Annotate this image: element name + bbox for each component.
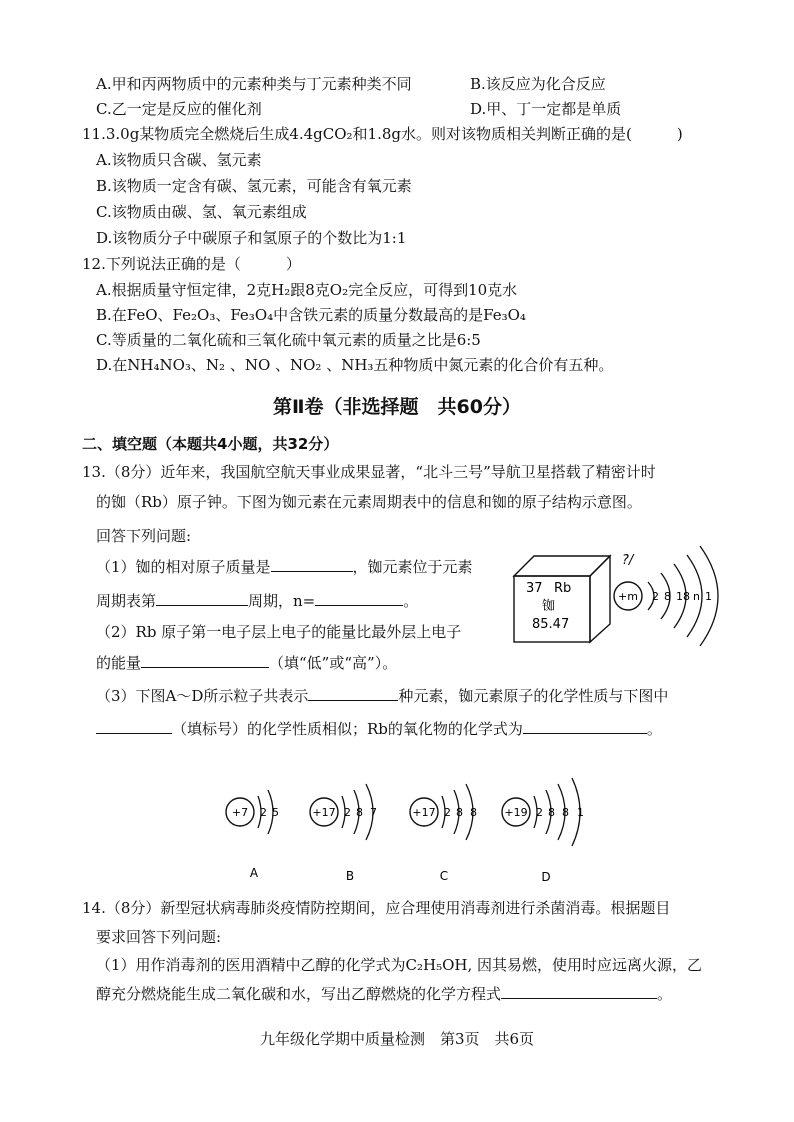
rb-shell-1: 2 xyxy=(652,590,659,603)
q11-option-d: D.该物质分子中碳原子和氢原子的个数比为1:1 xyxy=(96,229,407,247)
particle-c-shell-3: 8 xyxy=(470,806,477,819)
q13-part3-line1: （3）下图A～D所示粒子共表示 种元素，铷元素原子的化学性质与下图中 xyxy=(96,687,669,705)
answer-blank-energy[interactable] xyxy=(141,652,269,668)
particle-d-label: D xyxy=(541,870,551,884)
q14-line3: （1）用作消毒剂的医用酒精中乙醇的化学式为C₂H₅OH, 因其易燃，使用时应远离火源，乙 xyxy=(96,956,703,974)
section-title: 第Ⅱ卷（非选择题 共60分） xyxy=(273,396,521,418)
rb-nucleus: +m xyxy=(618,590,638,603)
q13-part2-line1: （2）Rb 原子第一电子层上电子的能量比最外层上电子 xyxy=(96,623,462,641)
particle-b-nucleus: +17 xyxy=(312,806,336,819)
q12-option-d: D.在NH₄NO₃、N₂ 、NO 、NO₂ 、NH₃五种物质中氮元素的化合价有五种。 xyxy=(96,356,614,374)
particle-c-shell-2: 8 xyxy=(456,806,463,819)
q13-line1: 13.（8分）近年来，我国航空航天事业成果显著，“北斗三号”导航卫星搭载了精密计时 xyxy=(82,463,656,481)
particle-a-shell-2: 5 xyxy=(272,806,279,819)
particle-d-shell-4: 1 xyxy=(577,806,584,819)
particle-diagrams xyxy=(210,760,610,890)
element-number: 37 xyxy=(526,581,543,596)
q10-option-a: A.甲和丙两物质中的元素种类与丁元素种类不同 xyxy=(96,75,412,93)
q13-part1-line1: （1）铷的相对原子质量是 ，铷元素位于元素 xyxy=(96,558,473,576)
q13-part2-line2: 的能量 （填“低”或“高”）。 xyxy=(96,654,398,672)
q10-option-b: B.该反应为化合反应 xyxy=(470,75,606,93)
q10-option-c: C.乙一定是反应的催化剂 xyxy=(96,100,262,118)
answer-blank-oxide[interactable] xyxy=(523,718,647,734)
particle-d-shell-3: 8 xyxy=(562,806,569,819)
particle-b-shell-1: 2 xyxy=(344,806,351,819)
answer-blank-equation[interactable] xyxy=(501,983,657,999)
q10-option-d: D.甲、丁一定都是单质 xyxy=(470,100,622,118)
particle-a-label: A xyxy=(249,866,259,880)
q12-option-b: B.在FeO、Fe₂O₃、Fe₃O₄中含铁元素的质量分数最高的是Fe₃O₄ xyxy=(96,306,526,324)
particle-c xyxy=(410,784,477,883)
particle-c-label: C xyxy=(439,869,449,883)
particle-c-nucleus: +17 xyxy=(412,806,436,819)
q13-line2: 的铷（Rb）原子钟。下图为铷元素在元素周期表中的信息和铷的原子结构示意图。 xyxy=(96,493,642,511)
q14-line4: 醇充分燃烧能生成二氧化碳和水，写出乙醇燃烧的化学方程式 。 xyxy=(96,985,673,1003)
rb-shell-3: 18 xyxy=(676,590,690,603)
particle-d-shell-1: 2 xyxy=(536,806,543,819)
element-name: 铷 xyxy=(542,599,556,614)
q12-option-c: C.等质量的二氧化硫和三氧化硫中氧元素的质量之比是6:5 xyxy=(96,331,481,349)
q12-option-a: A.根据质量守恒定律，2克H₂跟8克O₂完全反应，可得到10克水 xyxy=(96,281,518,299)
page-footer: 九年级化学期中质量检测 第3页 共6页 xyxy=(259,1030,535,1048)
particle-b-label: B xyxy=(345,869,355,883)
rb-shell-2: 8 xyxy=(664,590,671,603)
rb-shell-4: n xyxy=(693,590,700,603)
element-symbol: Rb xyxy=(554,581,572,596)
q12-stem: 12.下列说法正确的是（ ） xyxy=(82,255,301,273)
q13-line3: 回答下列问题: xyxy=(96,527,192,545)
q13-part3-line2: （填标号）的化学性质相似；Rb的氧化物的化学式为 。 xyxy=(96,718,662,739)
particle-d-shell-2: 8 xyxy=(548,806,555,819)
particle-b xyxy=(310,784,377,883)
particle-b-shell-2: 8 xyxy=(356,806,363,819)
particle-d xyxy=(502,778,584,884)
q13-part1-line2: 周期表第 周期，n= 。 xyxy=(96,592,419,610)
particle-a-nucleus: +7 xyxy=(231,806,249,819)
q11-stem: 11.3.0g某物质完全燃烧后生成4.4gCO₂和1.8g水。则对该物质相关判断正确的是( ) xyxy=(82,125,683,143)
answer-blank-element-count[interactable] xyxy=(308,685,398,701)
q14-line1: 14.（8分）新型冠状病毒肺炎疫情防控期间，应合理使用消毒剂进行杀菌消毒。根据题目 xyxy=(82,899,671,917)
rb-shell-5: 1 xyxy=(705,590,712,603)
part2-heading: 二、填空题（本题共4小题，共32分） xyxy=(82,435,339,453)
answer-blank-mass[interactable] xyxy=(271,556,353,572)
rb-atom-diagram xyxy=(610,542,724,652)
particle-a xyxy=(226,790,279,880)
answer-blank-n[interactable] xyxy=(315,590,403,606)
particle-b-shell-3: 7 xyxy=(370,806,377,819)
particle-c-shell-1: 2 xyxy=(444,806,451,819)
particle-d-nucleus: +19 xyxy=(504,806,528,819)
q11-option-b: B.该物质一定含有碳、氢元素，可能含有氧元素 xyxy=(96,177,412,195)
question-mark-note: ?/ xyxy=(622,553,634,568)
element-mass: 85.47 xyxy=(532,617,570,632)
particle-a-shell-1: 2 xyxy=(260,806,267,819)
q11-option-a: A.该物质只含碳、氢元素 xyxy=(96,151,262,169)
answer-blank-period[interactable] xyxy=(156,590,248,606)
q11-option-c: C.该物质由碳、氢、氧元素组成 xyxy=(96,203,307,221)
answer-blank-label[interactable] xyxy=(96,718,172,734)
q14-line2: 要求回答下列问题: xyxy=(96,928,222,946)
element-card xyxy=(506,548,616,644)
